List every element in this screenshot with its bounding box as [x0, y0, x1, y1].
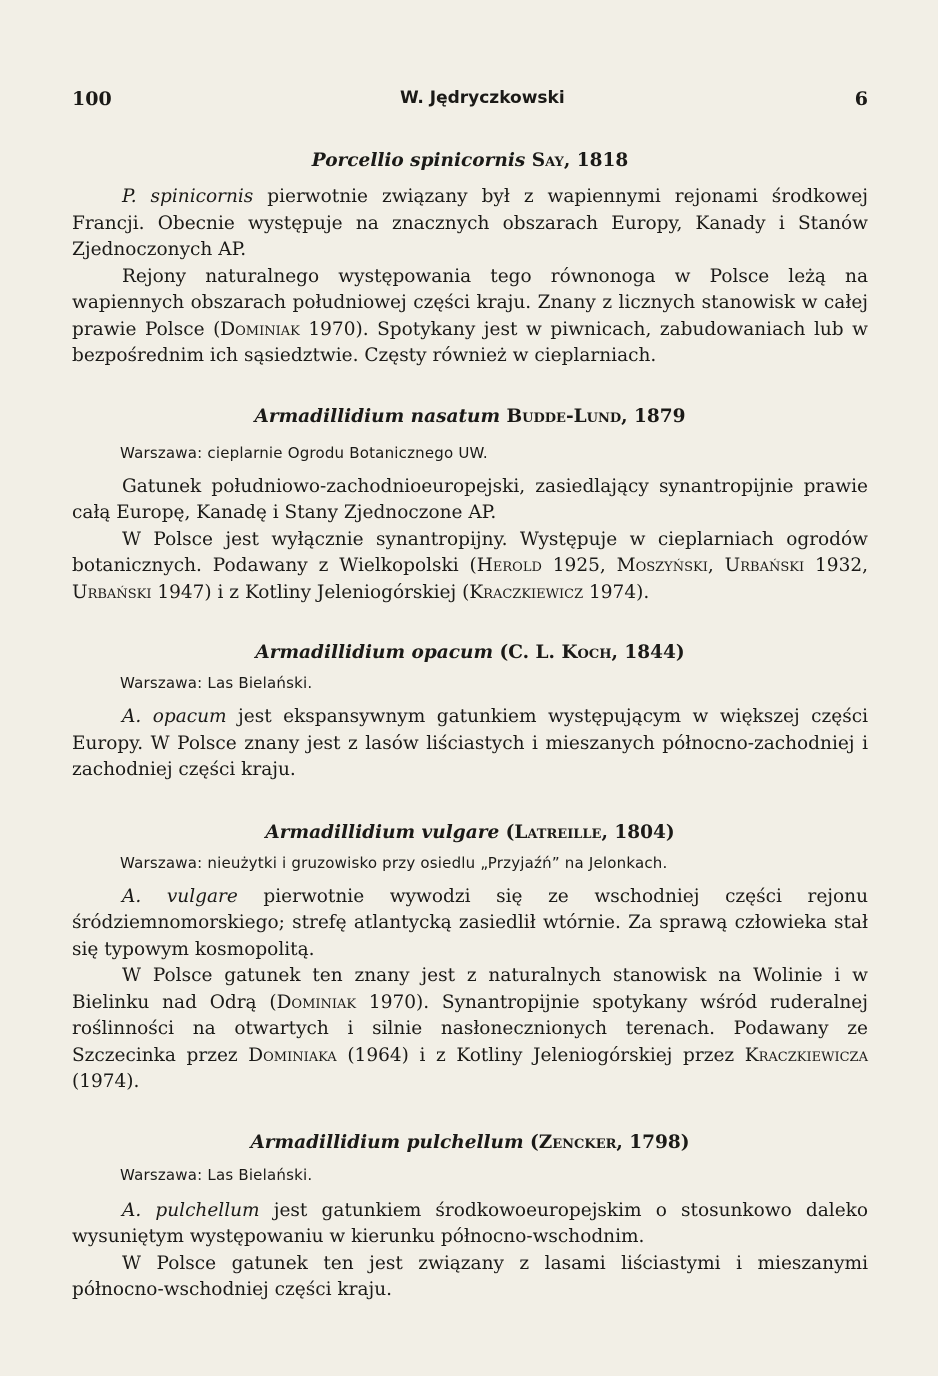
paragraph [72, 184, 868, 264]
taxon-year: , 1798) [616, 1131, 690, 1153]
section-number: 6 [854, 88, 868, 110]
paragraph [72, 527, 868, 607]
citation-author: Dominiaka [248, 1044, 337, 1066]
species-heading [72, 148, 868, 174]
species-heading [72, 640, 868, 666]
paragraph-text: 1947) i z Kotliny Jeleniogórskiej ( [151, 581, 470, 603]
paragraph [72, 264, 868, 370]
paragraph-text: jest ekspansywnym gatunkiem występującym w większej części Europy. W Polsce znany jest z lasów liściastych i mieszanych północno-zachodniej i zachodniej części kraju. [72, 706, 868, 780]
species-heading [72, 404, 868, 430]
paragraph-text: 1932, [804, 555, 868, 576]
citation-author: Kraczkiewicz [469, 581, 584, 603]
taxon-authority: Zencker [538, 1131, 617, 1153]
paragraph-text: (1964) i z Kotliny Jeleniogórskiej przez [336, 1044, 745, 1066]
taxon-authority-prefix: (C. L. [493, 642, 562, 663]
taxon-year: , 1844) [611, 642, 685, 663]
running-header [72, 84, 868, 114]
paragraph-text: 1974). [583, 581, 650, 603]
taxon-name: Armadillidium nasatum [254, 405, 501, 427]
taxon-authority: Koch [561, 642, 612, 663]
collection-locality: Warszawa: Las Bielański. [120, 674, 313, 692]
paragraph-text: 1970). Spotykany jest w piwnicach, zabudowaniach lub w bezpośrednim ich sąsiedztwie. Częsty również w cieplarniach. [72, 318, 868, 366]
taxon-name: Armadillidium opacum [255, 642, 494, 663]
page [72, 84, 868, 1304]
paragraph [72, 963, 868, 1096]
paragraph-text: Rejony naturalnego występowania tego równonoga w Polsce leżą na wapiennych obszarach południowej części kraju. Znany z licznych stanowisk w całej prawie Polsce ( [72, 265, 868, 340]
paragraph-text: 1925, [541, 555, 617, 576]
citation-author: Dominiak [276, 991, 357, 1013]
taxon-name: Armadillidium pulchellum [250, 1131, 524, 1153]
paragraph-text: W Polsce gatunek ten jest związany z lasami liściastymi i mieszanymi północno-wschodniej części kraju. [72, 1252, 868, 1300]
species-abbrev: A. vulgare [122, 885, 238, 907]
taxon-authority: Say [531, 150, 564, 171]
page-number: 100 [72, 88, 112, 110]
paragraph [72, 884, 868, 964]
citation-author: Urbański [72, 581, 152, 603]
citation-author: Moszyński [616, 555, 708, 576]
paragraph-text: W Polsce gatunek ten znany jest z naturalnych stanowisk na Wolinie i w Bielinku nad Odrą ( [72, 965, 868, 1013]
paragraph [72, 474, 868, 527]
paragraph [72, 704, 868, 784]
taxon-authority: Latreille [514, 821, 602, 843]
citation-author: Kraczkiewicza [744, 1044, 868, 1066]
taxon-year: , 1804) [601, 821, 675, 843]
collection-locality: Warszawa: nieużytki i gruzowisko przy osiedlu „Przyjaźń” na Jelonkach. [120, 853, 668, 872]
collection-locality: Warszawa: Las Bielański. [120, 1165, 313, 1184]
taxon-authority: Budde-Lund [506, 405, 622, 427]
running-author: W. Jędryczkowski [400, 88, 565, 108]
citation-author: Dominiak [220, 318, 300, 340]
paragraph-text: Gatunek południowo-zachodnioeuropejski, zasiedlający synantropijnie prawie całą Europę, Kanadę i Stany Zjednoczone AP. [72, 475, 868, 523]
taxon-authority-prefix: ( [523, 1131, 539, 1153]
paragraph-text: W Polsce jest wyłącznie synantropijny. Występuje w cieplarniach ogrodów botanicznych. Podawany z Wielkopolski ( [72, 528, 868, 576]
paragraph-text: , [707, 555, 725, 576]
species-heading [72, 820, 868, 846]
taxon-year: , 1818 [563, 150, 629, 171]
species-abbrev: P. spinicornis [122, 186, 254, 207]
taxon-authority-prefix: ( [499, 821, 515, 843]
species-abbrev: A. pulchellum [122, 1199, 260, 1221]
collection-locality: Warszawa: cieplarnie Ogrodu Botanicznego UW. [120, 443, 488, 462]
species-heading [72, 1130, 868, 1156]
taxon-name: Porcellio spinicornis [311, 150, 526, 171]
taxon-year: , 1879 [621, 405, 686, 427]
citation-author: Urbański [724, 555, 805, 576]
paragraph-text: pierwotnie związany był z wapiennymi rejonami środkowej Francji. Obecnie występuje na znacznych obszarach Europy, Kanady i Stanów Zjednoczonych AP. [72, 186, 868, 260]
paragraph-text: (1974). [72, 1071, 140, 1092]
species-abbrev: A. opacum [122, 706, 227, 727]
taxon-name: Armadillidium vulgare [265, 821, 500, 843]
paragraph-text: pierwotnie wywodzi się ze wschodniej części rejonu śródziemnomorskiego; strefę atlantycką zasiedlił wtórnie. Za sprawą człowieka stał się typowym kosmopolitą. [72, 885, 868, 960]
citation-author: Herold [476, 555, 542, 576]
paragraph-text: 1970). Synantropijnie spotykany wśród ruderalnej roślinności na otwartych i silnie nasłonecznionych terenach. Podawany ze Szczecinka przez [72, 991, 868, 1066]
paragraph-text: jest gatunkiem środkowoeuropejskim o stosunkowo daleko wysuniętym występowaniu w kierunku północno-wschodnim. [72, 1199, 868, 1247]
paragraph [72, 1198, 868, 1251]
paragraph [72, 1251, 868, 1304]
